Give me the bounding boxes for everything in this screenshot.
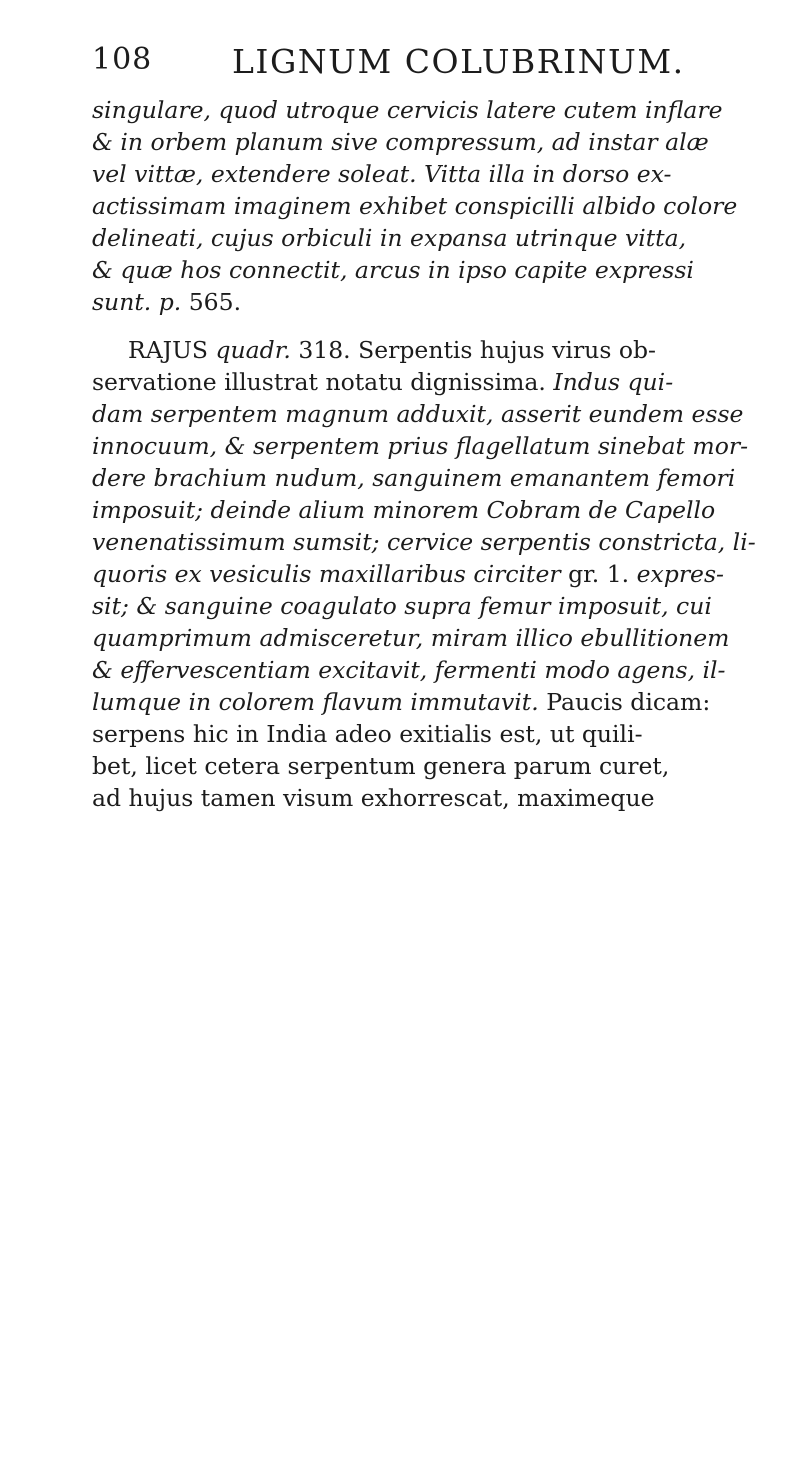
text-line: & effervescentiam excitavit, fermenti modo agens, il- [92,656,726,684]
text-span: quadr. [215,336,291,364]
text-line: singulare, quod utroque cervicis latere cutem inflare [92,96,723,124]
text-line: imposuit; deinde alium minorem Cobram de Capello [92,496,716,524]
text-span: expres- [636,560,724,588]
text-span: 565. [188,288,242,316]
text-span: Indus qui- [553,368,674,396]
text-line: dere brachium nudum, sanguinem emanantem femori [92,464,736,492]
text-line [92,559,724,589]
text-line: dam serpentem magnum adduxit, asserit eundem esse [92,400,744,428]
text-span: 318. Serpentis hujus virus ob- [298,336,656,364]
text-line: sit; & sanguine coagulato supra femur imposuit, cui [92,592,712,620]
text-line: & quæ hos connectit, arcus in ipso capite expressi [92,256,694,284]
text-line [128,335,656,365]
text-line [92,367,673,397]
text-span: Paucis dicam: [546,688,711,716]
text-line: venenatissimum sumsit; cervice serpentis constricta, li- [92,528,756,556]
text-line: bet, licet cetera serpentum genera parum curet, [92,752,670,780]
text-line [92,687,710,717]
running-head: LIGNUM COLUBRINUM. [232,42,685,81]
text-line: innocuum, & serpentem prius flagellatum sinebat mor- [92,432,749,460]
text-line: serpens hic in India adeo exitialis est, ut quili- [92,720,643,748]
text-span: gr. 1. [568,560,630,588]
text-line: actissimam imaginem exhibet conspicilli albido colore [92,192,738,220]
text-line: ad hujus tamen visum exhorrescat, maximeque [92,784,655,812]
text-line: delineati, cujus orbiculi in expansa utrinque vitta, [92,224,687,252]
text-line: vel vittæ, extendere soleat. Vitta illa in dorso ex- [92,160,672,188]
page-header [92,42,732,92]
text-span: sunt. p. [92,288,182,316]
page-number: 108 [92,42,153,77]
text-line [92,287,241,317]
text-line: quamprimum admisceretur, miram illico ebullitionem [92,624,730,652]
text-span: quoris ex vesiculis maxillaribus circiter [92,560,561,588]
text-span: servatione illustrat notatu dignissima. [92,368,546,396]
text-span: RAJUS [128,336,208,364]
text-line: & in orbem planum sive compressum, ad instar alæ [92,128,709,156]
text-span: lumque in colorem flavum immutavit. [92,688,539,716]
